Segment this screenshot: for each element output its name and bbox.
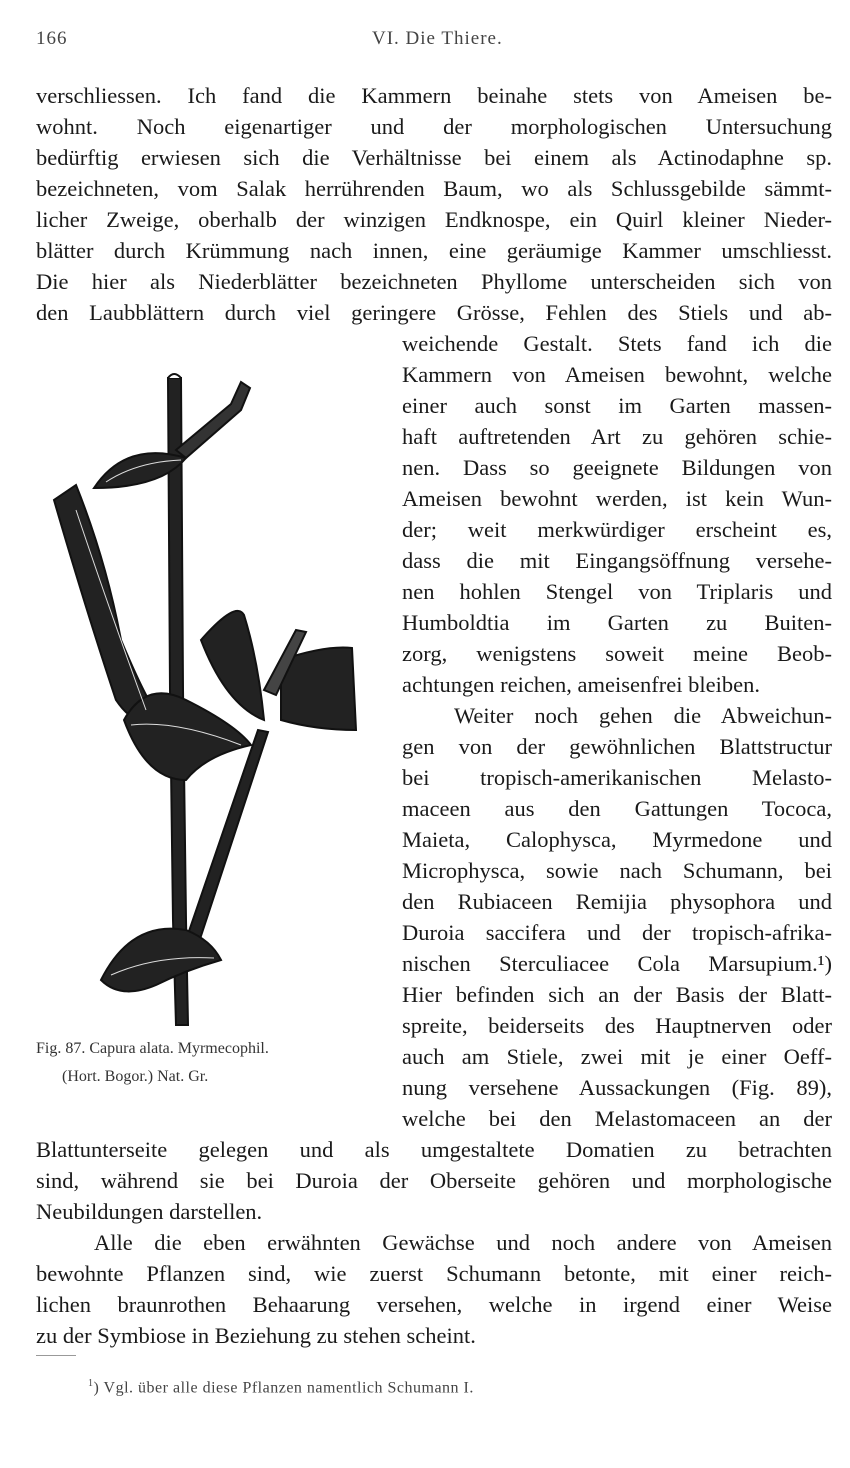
text-line: den Rubiaceen Remijia physophora und [402,889,832,914]
text-line: Die hier als Niederblätter bezeichneten Phyllome unterscheiden sich von [36,269,832,294]
text-line: welche bei den Melastomaceen an der [402,1106,832,1131]
text-line: bewohnte Pflanzen sind, wie zuerst Schumann betonte, mit einer reich- [36,1261,832,1286]
text-line: blätter durch Krümmung nach innen, eine geräumige Kammer umschliesst. [36,238,832,263]
text-line: Weiter noch gehen die Abweichun- [454,703,832,728]
text-line: sind, während sie bei Duroia der Oberseite gehören und morphologische [36,1168,832,1193]
text-line: verschliessen. Ich fand die Kammern beinahe stets von Ameisen be- [36,83,832,108]
plant-illustration [36,360,366,1030]
text-line: zu der Symbiose in Beziehung zu stehen scheint. [36,1323,476,1348]
text-line: Neubildungen darstellen. [36,1199,263,1224]
text-line: bei tropisch-amerikanischen Melasto- [402,765,832,790]
text-line: den Laubblättern durch viel geringere Grösse, Fehlen des Stiels und ab- [36,300,832,325]
text-line: Kammern von Ameisen bewohnt, welche [402,362,832,387]
text-line: zorg, wenigstens soweit meine Beob- [402,641,832,666]
text-line: wohnt. Noch eigenartiger und der morphologischen Untersuchung [36,114,832,139]
running-title: VI. Die Thiere. [372,28,503,49]
page-number: 166 [36,28,68,49]
text-line: Duroia saccifera und der tropisch-afrika- [402,920,832,945]
text-line: Humboldtia im Garten zu Buiten- [402,610,832,635]
text-line: Blattunterseite gelegen und als umgestaltete Domatien zu betrachten [36,1137,832,1162]
text-line: auch am Stiele, zwei mit je einer Oeff- [402,1044,832,1069]
footnote: $^1$) Vgl. über alle diese Pflanzen namentlich Schumann I. [88,1378,474,1397]
text-line: licher Zweige, oberhalb der winzigen Endknospe, ein Quirl kleiner Nieder- [36,207,832,232]
text-line: der; weit merkwürdiger erscheint es, [402,517,832,542]
text-line: bedürftig erwiesen sich die Verhältnisse bei einem als Actinodaphne sp. [36,145,832,170]
text-line: Microphysca, sowie nach Schumann, bei [402,858,832,883]
text-line: gen von der gewöhnlichen Blattstructur [402,734,832,759]
text-line: Maieta, Calophysca, Myrmedone und [402,827,832,852]
text-line: einer auch sonst im Garten massen- [402,393,832,418]
text-line: achtungen reichen, ameisenfrei bleiben. [402,672,760,697]
text-line: spreite, beiderseits des Hauptnerven oder [402,1013,832,1038]
figure-caption: Fig. 87. Capura alata. Myrmecophil. [36,1040,269,1057]
text-line: bezeichneten, vom Salak herrührenden Baum, wo als Schlussgebilde sämmt- [36,176,832,201]
text-line: lichen braunrothen Behaarung versehen, welche in irgend einer Weise [36,1292,832,1317]
text-line: Hier befinden sich an der Basis der Blatt- [402,982,832,1007]
text-line: nung versehene Aussackungen (Fig. 89), [402,1075,832,1100]
text-line: weichende Gestalt. Stets fand ich die [402,331,832,356]
text-line: nischen Sterculiacee Cola Marsupium.¹) [402,951,832,976]
text-line: nen hohlen Stengel von Triplaris und [402,579,832,604]
text-line: haft auftretenden Art zu gehören schie- [402,424,832,449]
text-line: nen. Dass so geeignete Bildungen von [402,455,832,480]
footnote-rule [36,1355,76,1356]
text-line: Ameisen bewohnt werden, ist kein Wun- [402,486,832,511]
text-line: Alle die eben erwähnten Gewächse und noch andere von Ameisen [94,1230,832,1255]
text-line: maceen aus den Gattungen Tococa, [402,796,832,821]
text-line: dass die mit Eingangsöffnung versehe- [402,548,832,573]
figure-caption: (Hort. Bogor.) Nat. Gr. [62,1068,209,1085]
